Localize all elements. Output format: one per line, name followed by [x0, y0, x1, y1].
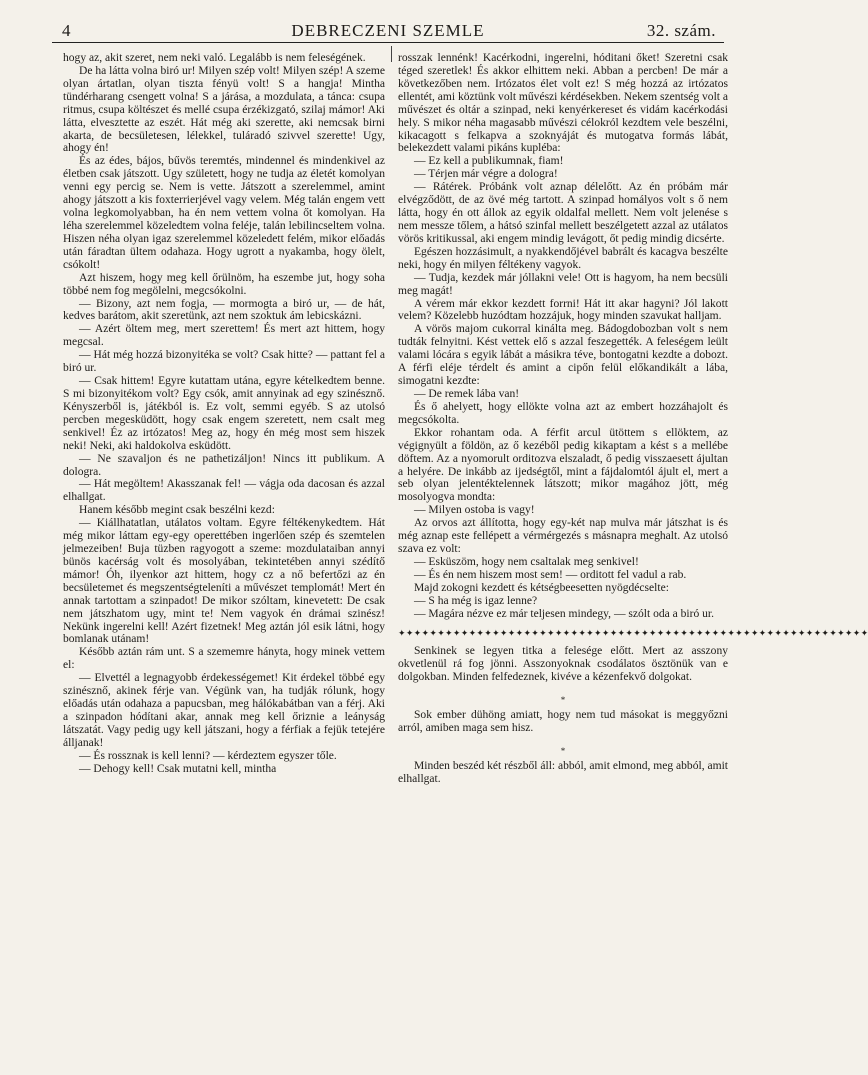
paragraph: Egészen hozzásimult, a nyakkendőjével babrált és kacagva beszélte neki, hogy én milyen féltékeny vagyok.	[398, 245, 728, 271]
paragraph: — Tudja, kezdek már jóllakni vele! Ott is hagyom, ha nem becsüli meg magát!	[398, 271, 728, 297]
paragraph: És az édes, bájos, bűvös teremtés, mindennel és mindenkivel az életben csak játszott. Ugy született, hogy ne tudja az életét komolyan venni egy percig se. Nem is vette. Játszott a szerelemmel, amint ahogy játszott a kis foxterrierjével vagy velem. Még talán engem vett volna legkomolyabban, ha én nem vettem volna őt komolyan. Ha léha szerelemmel közeledtem volna feléje, talán lebilincseltem volna. Hiszen néha olyan igaz szerelemmel közeledett felém, mikor előadás után fáradtan ültem odahaza. Hogy ugrott a nyakamba, hogy ölelt, csókolt!	[63, 155, 385, 271]
paragraph: — Csak hittem! Egyre kutattam utána, egyre kételkedtem benne. S mi bizonyitékom volt? Egy csók, amit annyinak ad egy szinésznő. Kényszerből is, játékból is. Ez volt, semmi egyéb. S az utolsó percben megesküdött, hogy csak engem szeretett, nem csalt meg senkivel! Éz az irtózatos! Meg az, hogy én még most sem hiszek neki! Neki, aki haldokolva esküdött.	[63, 375, 385, 452]
paragraph: Azt hiszem, hogy meg kell őrülnöm, ha eszembe jut, hogy soha többé nem fog megölelni, megcsókolni.	[63, 271, 385, 297]
paragraph: hogy az, akit szeret, nem neki való. Legalább is nem feleségének.	[63, 52, 366, 64]
paragraph: Később aztán rám unt. S a szememre hányta, hogy minek vettem el:	[63, 646, 385, 672]
paragraph: A vérem már ekkor kezdett forrni! Hát itt akar hagyni? Jól lakott velem? Közelebb huzódtam hozzájuk, hogy minden szavukat halljam.	[398, 297, 728, 323]
paragraph: — Bizony, azt nem fogja, — mormogta a biró ur, — de hát, kedves barátom, akit szeretünk, azt nem szoktuk ám lebicskázni.	[63, 297, 385, 323]
paragraph: — Magára nézve ez már teljesen mindegy, — szólt oda a biró ur.	[414, 607, 715, 620]
paragraph: Majd zokogni kezdett és kétségbeesetten nyögdécselte:	[414, 581, 669, 594]
paragraph: — Elvettél a legnagyobb érdekességemet! Kit érdekel többé egy szinésznő, akinek férje van. Végünk van, ha tudják rólunk, hogy előadás után odahaza a papucsban, meg hálókabátban van a férj. Aki a szinpadon hódítani akar, annak meg kell őriznie a leányság látszatát. Vagy pedig ugy kell játszani, hogy a férfiak a fejük tetejére álljanak!	[63, 672, 385, 749]
paragraph: — S ha még is igaz lenne?	[414, 594, 538, 607]
paragraph: És ő ahelyett, hogy ellökte volna azt az embert hozzáhajolt és megcsókolta.	[398, 400, 728, 426]
paragraph: — Kiállhatatlan, utálatos voltam. Egyre féltékenykedtem. Hát még mikor láttam egy-egy operettében ingerlően szép és szemtelen jelmezeiben! Buja tüzben ragyogott a szeme: mozdulataiban annyi bünös kacérság volt és mosolyában, tekintetében annyi szédítő mámor! Óh, ilyenkor azt hittem, hogy cz a nő befertőzi az én becsületemet és megszentségteleníti a művészet templomát! Mert én annak tartottam a szinpadot! De mikor szóltam, kinevetett: De csak nem játszhatom ugy, mint te! Nem vagyok én drámai szinész! Nekünk ingerelni kell! Azért fizetnek! Meg aztán jól esik látni, hogy bomlanak utánam!	[63, 517, 385, 646]
separator-star: *	[560, 746, 566, 757]
paragraph: — És rossznak is kell lenni? — kérdeztem egyszer tőle.	[79, 749, 337, 762]
paragraph: — És én nem hiszem most sem! — orditott fel vadul a rab.	[414, 568, 687, 581]
column-divider	[391, 46, 392, 62]
paragraph: De ha látta volna biró ur! Milyen szép volt! Milyen szép! A szeme olyan ártatlan, olyan tiszta fényü volt! S a hangja! Mintha tündérharang csengett volna! S a járása, a mozdulata, a tánca: csupa ritmus, csupa költészet és mellé csupa érzékizgató, szilaj mámor! Aki látta, elvesztette az eszét. Hát még aki szerette, aki nemcsak birni akarta, de becsületesen, lélekkel, tuláradó szivvel szerette! Ugy, ahogy én!	[63, 64, 385, 155]
aphorism: Sok ember dühöng amiatt, hogy nem tud másokat is meggyőzni arról, amiben maga sem hisz.	[398, 709, 728, 735]
paragraph: — Ez kell a publikumnak, fiam!	[414, 155, 564, 168]
paragraph: — Milyen ostoba is vagy!	[414, 504, 535, 517]
page-header	[52, 18, 724, 43]
paragraph: — De remek lába van!	[414, 387, 520, 400]
paragraph: — Rátérek. Próbánk volt aznap délelőtt. Az én próbám már elvégződött, de az övé még tartott. A szinpad homályos volt s ő nem látta, hogy én ott állok az egyik oldalfal mellett. Nem volt jelenése s nem messze tőlem, a hátsó szinfal mellett beszélgetett azzal az utálatos vörös kritikussal, aki engem mindig levágott, őt pedig mindig dicsérte.	[398, 181, 728, 245]
right-column	[398, 52, 868, 786]
paragraph: — Hát megöltem! Akasszanak fel! — vágja oda dacosan és azzal elhallgat.	[63, 478, 385, 504]
paragraph: — Térjen már végre a dologra!	[414, 168, 558, 181]
ornamental-divider: ✦✦✦✦✦✦✦✦✦✦✦✦✦✦✦✦✦✦✦✦✦✦✦✦✦✦✦✦✦✦✦✦✦✦✦✦✦✦✦✦✦✦✦✦✦✦✦✦✦✦✦✦✦✦✦✦✦✦✦✦	[398, 627, 868, 638]
paragraph: Az orvos azt állította, hogy egy-két nap mulva már játszhat is és még aznap este fellépett a vérmérgezés s másnapra meghalt. Az utolsó szava ez volt:	[398, 517, 728, 556]
paragraph: A vörös majom cukorral kinálta meg. Bádogdobozban volt s nem tudták felnyitni. Kést vettek elő s azzal feszegették. A feleségem leült valami lócára s egyik lábát a másikra téve, bontogatni kezdte a dobozt. A férfi eléje térdelt és amint a cipőn felül előkandikált a lába, simogatni kezdte:	[398, 323, 728, 388]
paragraph: — Dehogy kell! Csak mutatni kell, mintha	[79, 762, 277, 775]
journal-title: DEBRECZENI SZEMLE	[291, 21, 485, 40]
paragraph: Hanem később megint csak beszélni kezd:	[79, 504, 275, 517]
paragraph: — Hát még hozzá bizonyitéka se volt? Csak hitte? — pattant fel a biró ur.	[63, 349, 385, 375]
issue-number: 32. szám.	[646, 21, 716, 40]
paragraph: rosszak lennénk! Kacérkodni, ingerelni, hóditani őket! Szeretni csak téged szeretlek! És akkor elhittem neki. Abban a percben! De már a következőben nem. Irtózatos élet volt ez! S még hozzá az irtózatos ellentét, ami köztünk volt művészi kérdésekben. Nekem szentség volt a művészet és oltár a szinpad, neki kenyérkereset és vidám kacérkodási hely. S mikor néha magasabb művészi célokról kezdtem vele beszélni, kikacagott s felkapva a szoknyáját és mutogatva formás lábát, belekezdett valami pikáns kupléba:	[398, 52, 728, 155]
left-column	[63, 52, 385, 776]
aphorism: Senkinek se legyen titka a felesége előtt. Mert az asszony okvetlenül rá fog jönni. Asszonyoknak csodálatos ösztönük van e dolgokban. Minden felfedeznek, kivéve a kézenfekvő dolgokat.	[398, 645, 728, 684]
paragraph: Ekkor rohantam oda. A férfit arcul ütöttem s ellöktem, az végignyült a földön, az ő kezéből pedig kikaptam a kést s a mellébe döftem. Az a nyomorult orditozva elszaladt, ő pedig visszaesett ájultan a helyére. De inkább az ijedségtől, mint a fájdalomtól ájult el, mert a seb olyan jelentéktelennek látszott; mikor magához jött, még mosolyogva mondta:	[398, 426, 728, 504]
paragraph: — Ne szavaljon és ne pathetizáljon! Nincs itt publikum. A dologra.	[63, 452, 385, 478]
paragraph: — Esküszöm, hogy nem csaltalak meg senkivel!	[414, 555, 639, 568]
paragraph: — Azért öltem meg, mert szerettem! És mert azt hittem, hogy megcsal.	[63, 323, 385, 349]
aphorism: Minden beszéd két részből áll: abból, amit elmond, meg abból, amit elhallgat.	[398, 759, 728, 785]
page-number: 4	[62, 21, 71, 40]
separator-star: *	[560, 695, 566, 706]
